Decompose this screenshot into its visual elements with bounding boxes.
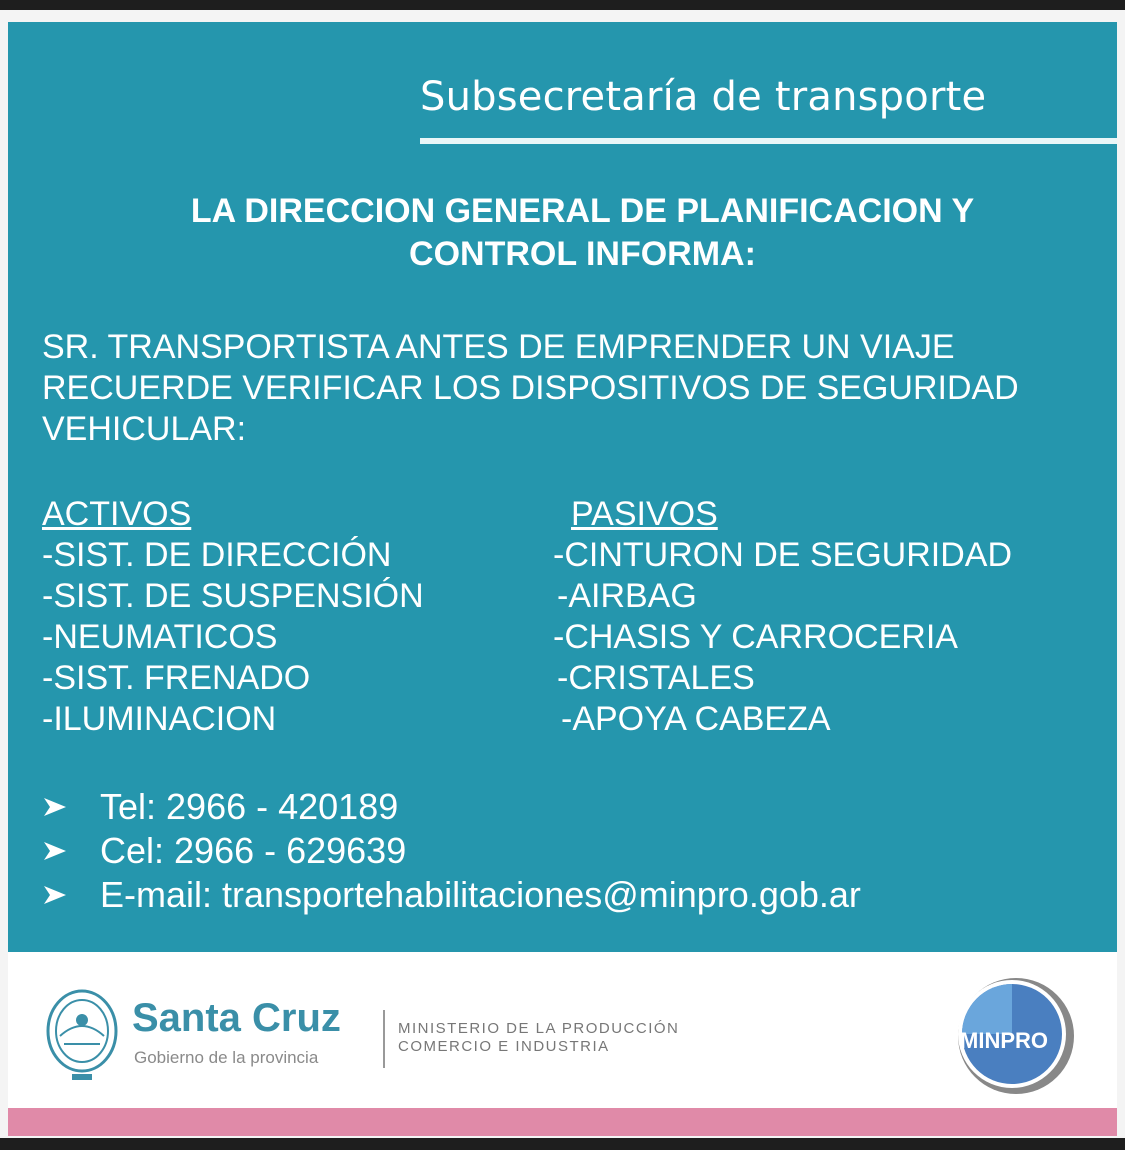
contact-list	[42, 785, 861, 917]
province-subtitle: Gobierno de la provincia	[134, 1048, 319, 1067]
headline	[28, 190, 1125, 276]
pasivos-item: -CHASIS Y CARROCERIA	[553, 618, 958, 656]
footer-logos	[8, 952, 1117, 1108]
contact-phone-text: Tel: 2966 - 420189	[100, 786, 399, 827]
pasivos-list	[553, 494, 1012, 740]
title-underline	[420, 138, 1117, 144]
pasivos-item: -CINTURON DE SEGURIDAD	[553, 536, 1013, 574]
ministry-line-2: COMERCIO E INDUSTRIA	[398, 1038, 610, 1055]
activos-item: -SIST. DE SUSPENSIÓN	[42, 577, 424, 615]
intro-text	[42, 327, 1102, 450]
contact-cell-text: Cel: 2966 - 629639	[100, 830, 407, 871]
contact-cell	[42, 829, 861, 873]
bottom-accent-bar	[8, 1108, 1117, 1136]
activos-item: -SIST. FRENADO	[42, 659, 311, 697]
contact-email-text[interactable]: E-mail: transportehabilitaciones@minpro.gob.ar	[100, 874, 861, 915]
flyer	[0, 10, 1125, 1138]
ministry-line-1: MINISTERIO DE LA PRODUCCIÓN	[398, 1020, 680, 1037]
subsecretaria-title: Subsecretaría de transporte	[420, 74, 987, 120]
pasivos-heading: PASIVOS	[571, 495, 718, 533]
intro-line-1: SR. TRANSPORTISTA ANTES DE EMPRENDER UN VIAJE	[42, 328, 955, 366]
arrow-bullet-icon	[42, 796, 100, 818]
headline-line-1: LA DIRECCION GENERAL DE PLANIFICACION Y	[190, 192, 975, 230]
activos-item: -ILUMINACION	[42, 700, 277, 738]
logo-divider	[383, 1010, 385, 1068]
activos-item: -NEUMATICOS	[42, 618, 278, 656]
activos-list	[42, 494, 424, 740]
headline-line-2: CONTROL INFORMA:	[409, 235, 756, 273]
contact-email[interactable]	[42, 873, 861, 917]
activos-heading: ACTIVOS	[42, 495, 192, 533]
minpro-label: MINPRO	[960, 1028, 1048, 1053]
intro-line-3: VEHICULAR:	[42, 410, 247, 448]
activos-item: -SIST. DE DIRECCIÓN	[42, 536, 392, 574]
pasivos-item: -CRISTALES	[557, 659, 755, 697]
province-seal-icon	[42, 986, 122, 1086]
province-name: Santa Cruz	[132, 996, 341, 1040]
info-panel	[8, 22, 1117, 952]
contact-phone	[42, 785, 861, 829]
pasivos-item: -APOYA CABEZA	[561, 700, 831, 738]
arrow-bullet-icon	[42, 840, 100, 862]
pasivos-item: -AIRBAG	[557, 577, 697, 615]
arrow-bullet-icon	[42, 884, 100, 906]
intro-line-2: RECUERDE VERIFICAR LOS DISPOSITIVOS DE SEGURIDAD	[42, 369, 1019, 407]
ministry-name	[398, 1020, 679, 1056]
